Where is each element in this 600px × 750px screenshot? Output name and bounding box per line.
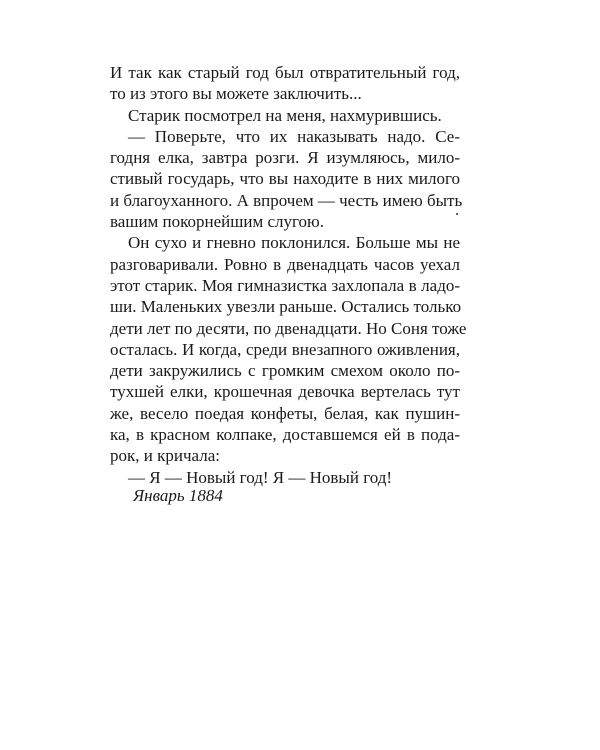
text-line: вашим покорнейшим слугою. bbox=[110, 212, 325, 232]
text-line: же, весело поедая конфеты, белая, как пушин- bbox=[110, 403, 460, 423]
text-line: дети закружились с громким смехом около по- bbox=[110, 361, 460, 381]
text-line: тухшей елки, крошечная девочка вертелась тут bbox=[110, 382, 460, 402]
text-block bbox=[110, 62, 467, 488]
text-line: — Поверьте, что их наказывать надо. Се- bbox=[128, 126, 460, 146]
ink-speck bbox=[456, 213, 458, 215]
text-line: и благоуханного. А впрочем — честь имею быть bbox=[110, 190, 463, 210]
text-line: И так как старый год был отвратительный год, bbox=[110, 63, 460, 82]
text-line: разговаривали. Ровно в двенадцать часов уехал bbox=[110, 254, 460, 274]
signature-date: Январь 1884 bbox=[133, 486, 223, 505]
text-line: Старик посмотрел на меня, нахмурившись. bbox=[128, 105, 442, 125]
text-line: — Я — Новый год! Я — Новый год! bbox=[128, 467, 393, 487]
text-line: то из этого вы можете заключить... bbox=[110, 84, 362, 104]
text-line: этот старик. Моя гимназистка захлопала в ладо- bbox=[110, 275, 460, 295]
text-line: рок, и кричала: bbox=[110, 446, 220, 466]
text-line: стивый государь, что вы находите в них милого bbox=[110, 169, 460, 189]
text-line: Он сухо и гневно поклонился. Больше мы не bbox=[128, 233, 460, 253]
text-line: ши. Маленьких увезли раньше. Остались только bbox=[110, 297, 462, 317]
text-line: осталась. И когда, среди внезапного оживления, bbox=[110, 339, 460, 359]
text-line: ка, в красном колпаке, доставшемся ей в пода- bbox=[110, 425, 460, 445]
text-line: дети лет по десяти, по двенадцати. Но Соня тоже bbox=[110, 318, 467, 338]
text-line: годня елка, завтра розги. Я изумляюсь, мило- bbox=[110, 148, 460, 168]
